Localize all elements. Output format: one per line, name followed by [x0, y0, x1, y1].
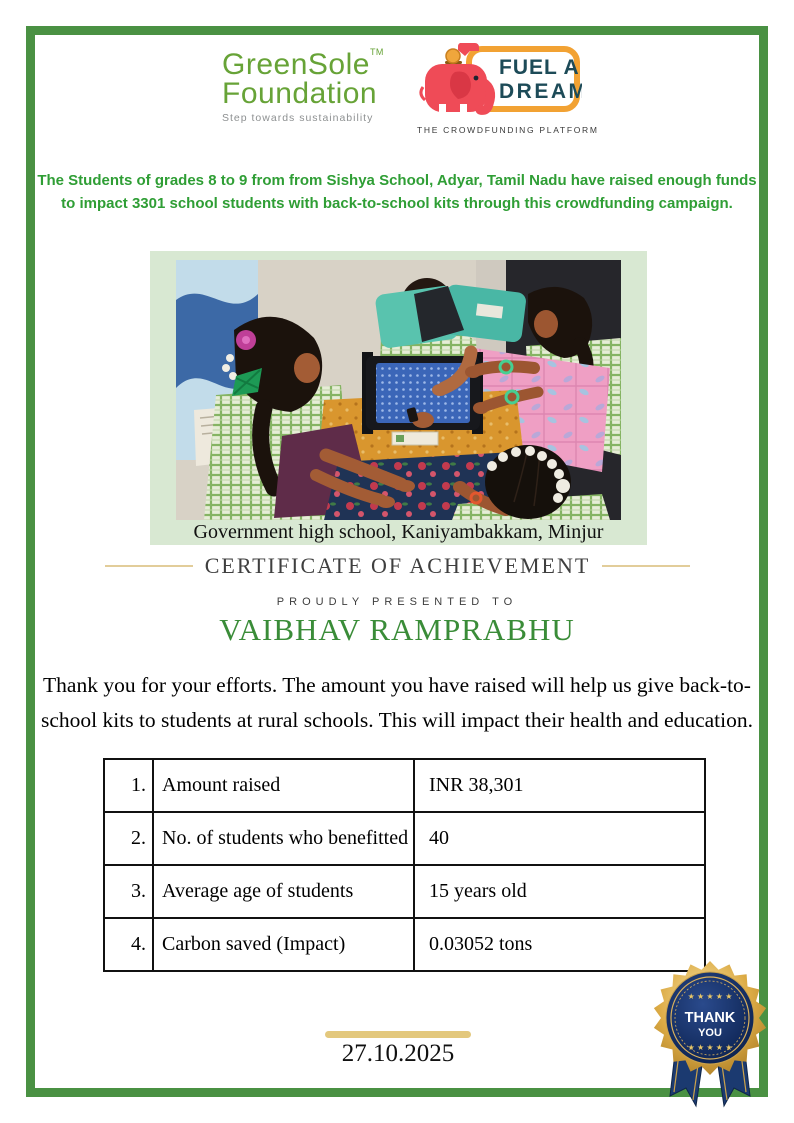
row-number-cell: 4.	[104, 918, 153, 971]
row-value-cell: INR 38,301	[414, 759, 705, 812]
recipient-name: VAIBHAV RAMPRABHU	[219, 612, 575, 647]
certificate-title: CERTIFICATE OF ACHIEVEMENT	[204, 553, 591, 578]
title-rule-left	[105, 565, 193, 567]
greensole-tagline: Step towards sustainability	[222, 111, 374, 124]
badge-stars-top: ★ ★ ★ ★ ★	[687, 992, 733, 1001]
trademark-mark: TM	[369, 47, 384, 57]
thank-you-message: Thank you for your efforts. The amount you have raised will help us give back-to-school kits to students at rural schools. This will impact their health and education.	[41, 673, 753, 732]
fueladream-logo	[417, 42, 599, 135]
row-number-cell: 2.	[104, 812, 153, 865]
row-value-cell: 15 years old	[414, 865, 705, 918]
badge-stars-bottom: ★ ★ ★ ★ ★	[687, 1043, 733, 1052]
greensole-suffix: Foundation	[222, 77, 378, 111]
badge-line1: THANK	[684, 1010, 736, 1026]
row-value-cell: 0.03052 tons	[414, 918, 705, 971]
table-row	[104, 759, 705, 812]
row-number-cell: 1.	[104, 759, 153, 812]
school-photo	[176, 260, 621, 520]
fueladream-elephant-icon	[417, 42, 582, 118]
title-rule-right	[602, 565, 690, 567]
presented-to-label: PROUDLY PRESENTED TO	[276, 596, 518, 608]
badge-line2: YOU	[698, 1027, 722, 1039]
photo-panel	[150, 251, 647, 545]
fueladream-title-line2: DREAM	[499, 80, 582, 103]
row-label-cell: Amount raised	[153, 759, 414, 812]
photo-caption: Government high school, Kaniyambakkam, Minjur	[193, 521, 604, 543]
fueladream-tagline: THE CROWDFUNDING PLATFORM	[417, 125, 599, 135]
announcement-text: The Students of grades 8 to 9 from from Sishya School, Adyar, Tamil Nadu have raised enough funds to impact 3301 school students with back-to-school kits through this crowdfunding campaign.	[37, 172, 757, 212]
date-rule	[325, 1031, 471, 1038]
greensole-logo	[222, 47, 392, 124]
certificate-title-row	[105, 553, 690, 579]
row-label-cell: No. of students who benefitted	[153, 812, 414, 865]
fueladream-title-line1: FUEL A	[499, 56, 580, 79]
table-row	[104, 812, 705, 865]
row-number-cell: 3.	[104, 865, 153, 918]
greensole-name: GreenSole™	[222, 47, 384, 81]
row-label-cell: Carbon saved (Impact)	[153, 918, 414, 971]
impact-table	[103, 758, 706, 972]
row-label-cell: Average age of students	[153, 865, 414, 918]
thank-you-badge	[644, 958, 776, 1108]
table-row	[104, 865, 705, 918]
table-row	[104, 918, 705, 971]
row-value-cell: 40	[414, 812, 705, 865]
date-text: 27.10.2025	[341, 1040, 455, 1067]
